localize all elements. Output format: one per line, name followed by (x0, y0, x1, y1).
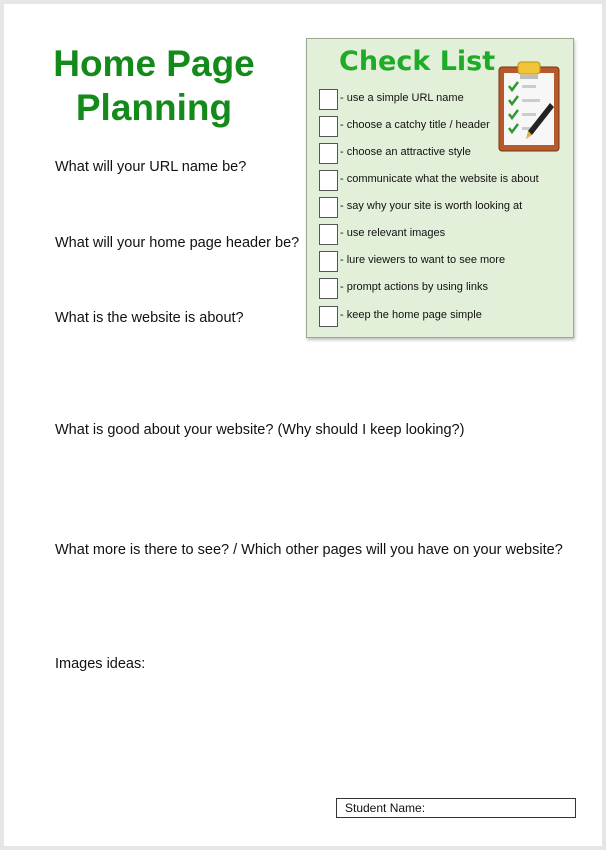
question-header: What will your home page header be? (55, 235, 300, 251)
checklist-item-label: - say why your site is worth looking at (340, 200, 523, 212)
student-name-label: Student Name: (345, 801, 426, 815)
checkbox[interactable] (319, 116, 338, 137)
title-line-1: Home Page (53, 43, 255, 84)
checklist-item-label: - use relevant images (340, 227, 446, 239)
checkbox[interactable] (319, 224, 338, 245)
question-more-pages: What more is there to see? / Which other pages will you have on your website? (55, 542, 563, 558)
checkbox[interactable] (319, 143, 338, 164)
checklist-item-label: - use a simple URL name (340, 92, 464, 104)
check-list-panel (306, 38, 574, 338)
checkbox[interactable] (319, 89, 338, 110)
checklist-item-label: - prompt actions by using links (340, 281, 488, 293)
checklist-item-label: - keep the home page simple (340, 309, 482, 321)
worksheet-page (4, 4, 602, 846)
checklist-item-label: - lure viewers to want to see more (340, 254, 506, 266)
title-line-2: Planning (75, 87, 233, 128)
checklist-item-label: - communicate what the website is about (340, 173, 539, 185)
checklist-item-label: - choose an attractive style (340, 146, 471, 158)
question-images: Images ideas: (55, 656, 146, 672)
clipboard-checklist-icon (498, 61, 560, 158)
question-good: What is good about your website? (Why should I keep looking?) (55, 422, 465, 438)
page-title (4, 42, 304, 130)
checkbox[interactable] (319, 278, 338, 299)
checkbox[interactable] (319, 251, 338, 272)
checklist-item-label: - choose a catchy title / header (340, 119, 490, 131)
question-about: What is the website is about? (55, 310, 244, 326)
checkbox[interactable] (319, 170, 338, 191)
checkbox[interactable] (319, 197, 338, 218)
check-list-title: Check List (339, 46, 496, 77)
student-name-field[interactable] (336, 798, 576, 818)
checkbox[interactable] (319, 306, 338, 327)
question-url: What will your URL name be? (55, 159, 247, 175)
